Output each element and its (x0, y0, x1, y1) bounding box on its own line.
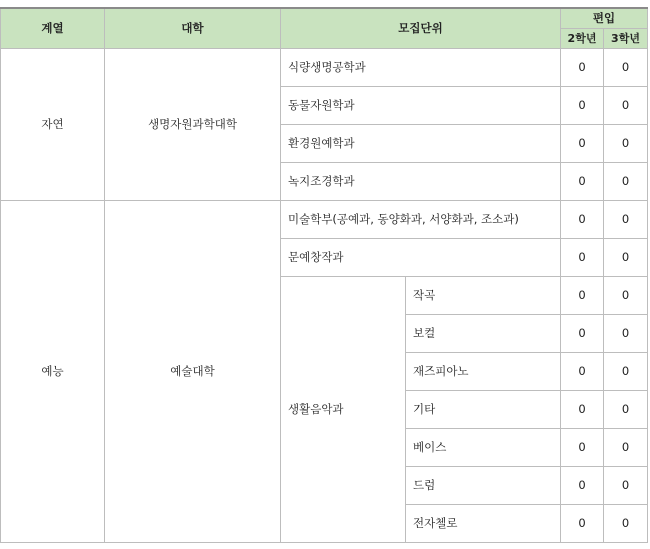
grade3-cell: 0 (604, 314, 648, 352)
field-cell: 예능 (1, 200, 105, 542)
grade3-cell: 0 (604, 162, 648, 200)
grade2-cell: 0 (561, 504, 604, 542)
table-row (1, 200, 648, 238)
grade2-cell: 0 (561, 200, 604, 238)
grade3-cell: 0 (604, 276, 648, 314)
grade2-cell: 0 (561, 466, 604, 504)
major-cell: 전자첼로 (406, 504, 561, 542)
header-unit: 모집단위 (281, 8, 561, 48)
admission-table (0, 7, 648, 543)
major-cell: 재즈피아노 (406, 352, 561, 390)
unit-cell: 녹지조경학과 (281, 162, 561, 200)
header-transfer: 편입 (561, 8, 648, 28)
grade2-cell: 0 (561, 124, 604, 162)
grade2-cell: 0 (561, 314, 604, 352)
grade3-cell: 0 (604, 124, 648, 162)
major-cell: 베이스 (406, 428, 561, 466)
header-college: 대학 (105, 8, 281, 48)
grade3-cell: 0 (604, 352, 648, 390)
dept-cell: 생활음악과 (281, 276, 406, 542)
grade2-cell: 0 (561, 352, 604, 390)
field-cell: 자연 (1, 48, 105, 200)
grade3-cell: 0 (604, 428, 648, 466)
header-grade2: 2학년 (561, 28, 604, 48)
college-cell: 생명자원과학대학 (105, 48, 281, 200)
grade2-cell: 0 (561, 428, 604, 466)
grade3-cell: 0 (604, 504, 648, 542)
college-cell: 예술대학 (105, 200, 281, 542)
grade3-cell: 0 (604, 86, 648, 124)
unit-cell: 동물자원학과 (281, 86, 561, 124)
unit-cell: 식량생명공학과 (281, 48, 561, 86)
table-row (1, 48, 648, 86)
major-cell: 보컬 (406, 314, 561, 352)
grade3-cell: 0 (604, 48, 648, 86)
grade2-cell: 0 (561, 162, 604, 200)
header-grade3: 3학년 (604, 28, 648, 48)
grade3-cell: 0 (604, 200, 648, 238)
major-cell: 드럼 (406, 466, 561, 504)
grade2-cell: 0 (561, 86, 604, 124)
unit-cell: 미술학부(공예과, 동양화과, 서양화과, 조소과) (281, 200, 561, 238)
major-cell: 작곡 (406, 276, 561, 314)
grade3-cell: 0 (604, 390, 648, 428)
unit-cell: 문예창작과 (281, 238, 561, 276)
grade3-cell: 0 (604, 238, 648, 276)
grade2-cell: 0 (561, 238, 604, 276)
unit-cell: 환경원예학과 (281, 124, 561, 162)
grade2-cell: 0 (561, 390, 604, 428)
grade2-cell: 0 (561, 276, 604, 314)
grade3-cell: 0 (604, 466, 648, 504)
header-field: 계열 (1, 8, 105, 48)
grade2-cell: 0 (561, 48, 604, 86)
major-cell: 기타 (406, 390, 561, 428)
